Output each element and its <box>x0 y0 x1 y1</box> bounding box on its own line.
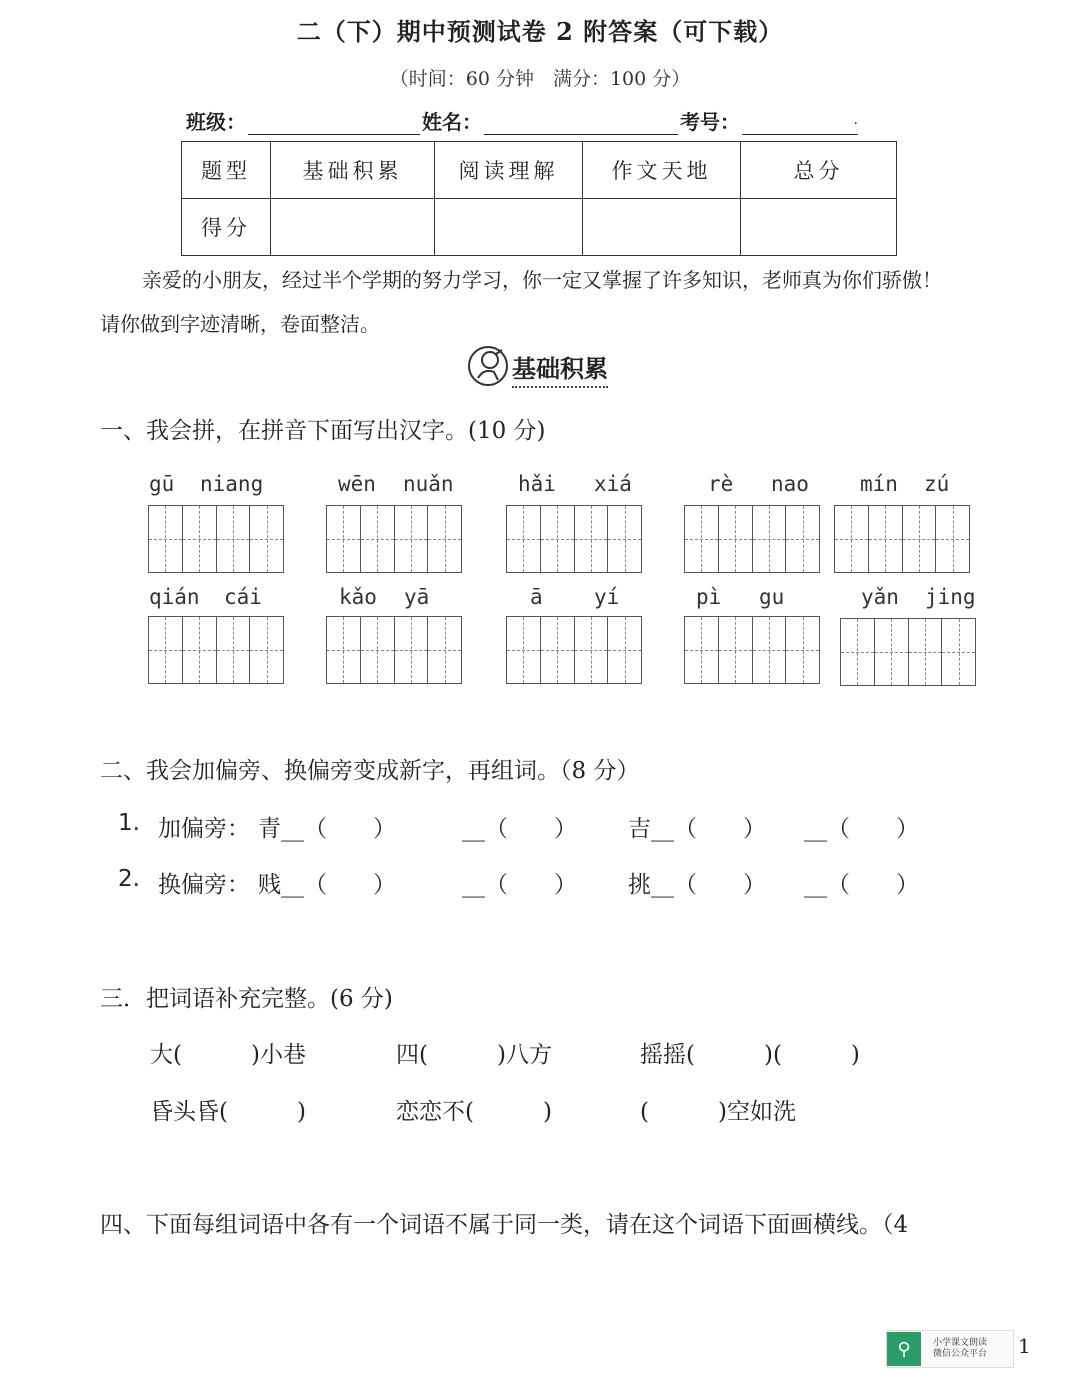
writing-grid-box[interactable] <box>834 505 970 573</box>
pinyin-syllable: gu <box>759 585 785 609</box>
q2-blank[interactable]: __（ ） <box>804 816 919 842</box>
score-header-writing: 作文天地 <box>583 142 741 199</box>
score-header-basic: 基础积累 <box>271 142 435 199</box>
class-blank[interactable] <box>248 112 420 135</box>
score-cell-total[interactable] <box>741 199 897 256</box>
question-1-title: 一、我会拼，在拼音下面写出汉字。(10 分) <box>100 418 546 444</box>
writing-grid-box[interactable] <box>840 618 976 686</box>
pinyin-syllable: rè <box>708 472 734 496</box>
section-label: 基础积累 <box>512 349 608 388</box>
page-title: 二（下）期中预测试卷 2 附答案（可下载） <box>296 17 784 46</box>
writing-grid-box[interactable] <box>148 505 284 573</box>
q2-line-2-number: 2. <box>118 866 140 892</box>
idiom-blank[interactable]: 四( )八方 <box>396 1042 552 1068</box>
class-label: 班级： <box>186 110 246 134</box>
section-heading <box>466 344 608 388</box>
q2-blank[interactable]: 青__（ ） <box>258 816 396 842</box>
page-number: 1 <box>1018 1334 1031 1358</box>
watermark <box>886 1330 1014 1368</box>
pinyin-syllable: yā <box>404 585 430 609</box>
idiom-blank[interactable]: 恋恋不( ) <box>396 1099 552 1125</box>
pinyin-syllable: kǎo <box>339 585 377 609</box>
score-header-reading: 阅读理解 <box>435 142 583 199</box>
writing-grid-box[interactable] <box>326 616 462 684</box>
score-table <box>181 141 897 256</box>
score-header-total: 总分 <box>741 142 897 199</box>
writing-grid-box[interactable] <box>506 505 642 573</box>
q2-blank[interactable]: __（ ） <box>804 872 919 898</box>
score-cell-reading[interactable] <box>435 199 583 256</box>
q2-blank[interactable]: __（ ） <box>462 872 577 898</box>
intro-line-2: 请你做到字迹清晰，卷面整洁。 <box>100 312 380 336</box>
pinyin-syllable: nao <box>771 472 809 496</box>
pinyin-syllable: niang <box>200 472 264 496</box>
pinyin-syllable: hǎi <box>518 472 556 496</box>
pinyin-syllable: qián <box>149 585 200 609</box>
watermark-line-1: 小学课文朗读 <box>933 1338 988 1348</box>
score-cell-basic[interactable] <box>271 199 435 256</box>
idiom-blank[interactable]: 大( )小巷 <box>150 1042 306 1068</box>
intro-line-1: 亲爱的小朋友，经过半个学期的努力学习，你一定又掌握了许多知识，老师真为你们骄傲！ <box>142 268 942 292</box>
q2-blank[interactable]: __（ ） <box>462 816 577 842</box>
writing-grid-box[interactable] <box>148 616 284 684</box>
q2-line-1-label: 加偏旁： <box>158 816 250 842</box>
q2-line-2-label: 换偏旁： <box>158 872 250 898</box>
writing-grid-box[interactable] <box>684 616 820 684</box>
question-2-title: 二、我会加偏旁、换偏旁变成新字，再组词。（8 分） <box>100 758 640 784</box>
idiom-blank[interactable]: 摇摇( )( ) <box>640 1042 860 1068</box>
writing-grid-box[interactable] <box>326 505 462 573</box>
pinyin-syllable: nuǎn <box>403 472 454 496</box>
pinyin-syllable: cái <box>224 585 262 609</box>
pinyin-syllable: mín <box>860 472 898 496</box>
pinyin-syllable: zú <box>924 472 950 496</box>
pinyin-syllable: jing <box>925 585 976 609</box>
idiom-blank[interactable]: ( )空如洗 <box>640 1099 796 1125</box>
idiom-blank[interactable]: 昏头昏( ) <box>150 1099 306 1125</box>
q2-line-1-number: 1. <box>118 810 140 836</box>
student-info-line <box>186 106 860 135</box>
question-4-title: 四、下面每组词语中各有一个词语不属于同一类，请在这个词语下面画横线。（4 <box>100 1212 909 1238</box>
pinyin-syllable: gū <box>149 472 175 496</box>
writing-grid-box[interactable] <box>684 505 820 573</box>
number-label: 考号： <box>680 110 740 134</box>
q2-blank[interactable]: 贱__（ ） <box>258 872 396 898</box>
watermark-line-2: 微信公众平台 <box>933 1349 988 1359</box>
exam-subtitle: （时间：60 分钟 满分：100 分） <box>389 68 691 90</box>
q2-blank[interactable]: 挑__（ ） <box>628 872 766 898</box>
score-header-type: 题型 <box>182 142 271 199</box>
search-icon: ⚲ <box>887 1332 921 1366</box>
pinyin-syllable: wēn <box>338 472 376 496</box>
score-row-label: 得分 <box>182 199 271 256</box>
pinyin-syllable: pì <box>696 585 722 609</box>
question-3-title: 三．把词语补充完整。(6 分) <box>100 986 393 1012</box>
pinyin-syllable: xiá <box>594 472 632 496</box>
pinyin-syllable: ā <box>530 585 543 609</box>
pinyin-syllable: yí <box>594 585 620 609</box>
writing-grid-box[interactable] <box>506 616 642 684</box>
pinyin-syllable: yǎn <box>861 585 899 609</box>
astronaut-badge-icon <box>466 344 512 388</box>
q2-blank[interactable]: 吉__（ ） <box>628 816 766 842</box>
name-label: 姓名： <box>422 110 482 134</box>
number-blank[interactable]: . <box>742 112 858 135</box>
score-cell-writing[interactable] <box>583 199 741 256</box>
name-blank[interactable] <box>484 112 678 135</box>
